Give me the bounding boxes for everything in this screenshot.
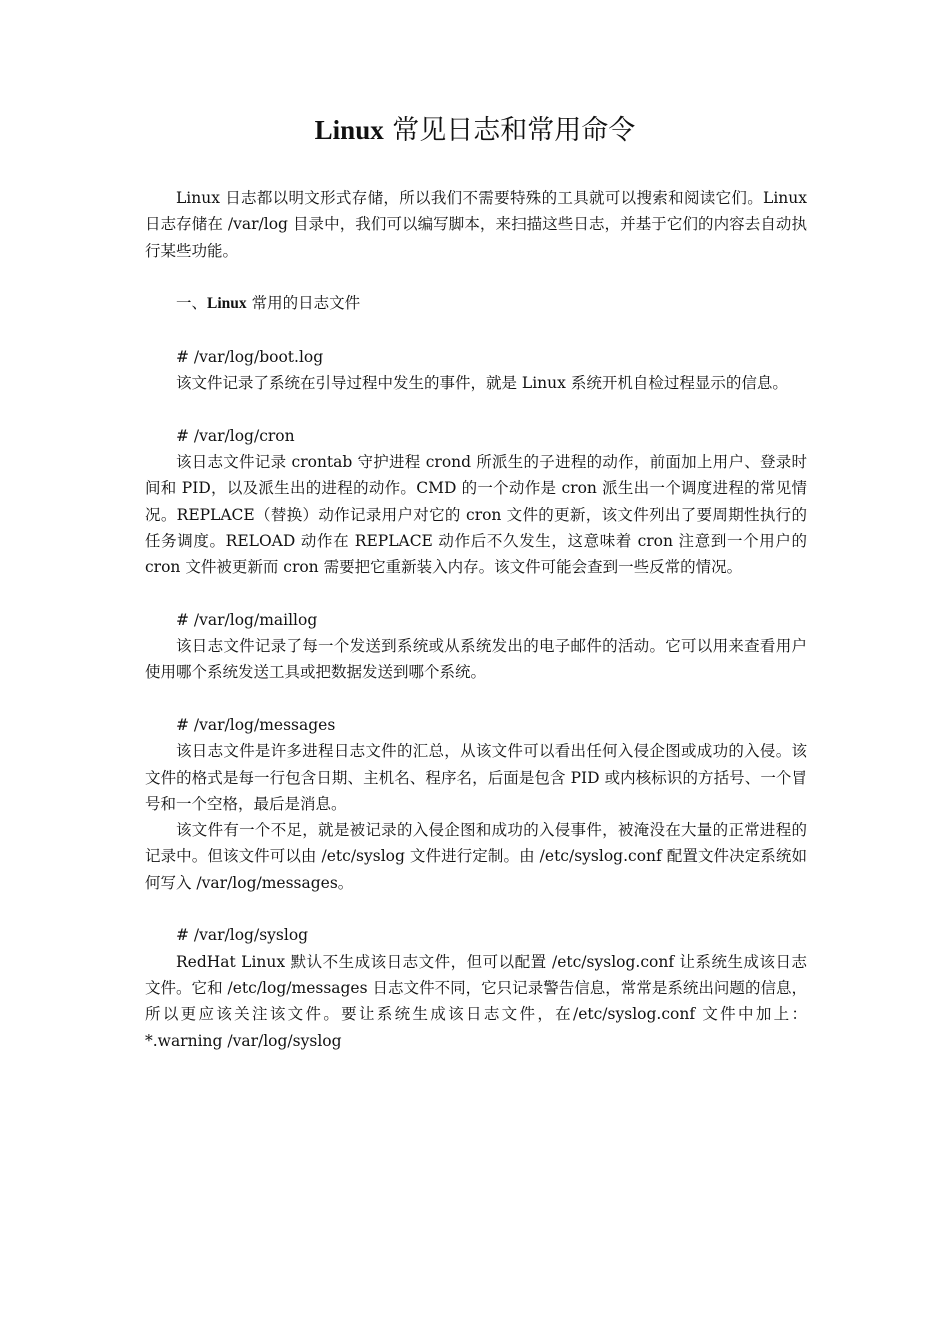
spacer — [145, 686, 807, 712]
messages-log-note: 该文件有一个不足，就是被记录的入侵企图和成功的入侵事件，被淹没在大量的正常进程的记录中。但该文件可以由 /etc/syslog 文件进行定制。由 /etc/syslog.conf 配置文件决定系统如何写入 /var/log/messages。 — [145, 821, 807, 892]
document-body — [145, 185, 807, 1054]
title-latin-part: Linux — [314, 115, 384, 145]
section-bold-word: Linux — [207, 295, 247, 313]
section-heading-log-files — [145, 290, 807, 317]
boot-log-description: 该文件记录了系统在引导过程中发生的事件，就是 Linux 系统开机自检过程显示的信息。 — [176, 374, 788, 393]
cron-log-path: # /var/log/cron — [176, 426, 295, 445]
maillog-path: # /var/log/maillog — [176, 610, 318, 629]
messages-log-description: 该日志文件是许多进程日志文件的汇总，从该文件可以看出任何入侵企图或成功的入侵。该文件的格式是每一行包含日期、主机名、程序名，后面是包含 PID 或内核标识的方括号、一个冒号和一个空格，最后是消息。 — [145, 742, 807, 813]
messages-log-path: # /var/log/messages — [176, 715, 336, 734]
document-title — [0, 112, 950, 149]
title-cjk-part: 常见日志和常用命令 — [383, 115, 636, 146]
section-suffix: 常用的日志文件 — [246, 294, 361, 313]
boot-log-path: # /var/log/boot.log — [176, 347, 324, 366]
spacer — [145, 896, 807, 922]
syslog-path: # /var/log/syslog — [176, 926, 309, 945]
spacer — [145, 317, 807, 343]
spacer — [145, 264, 807, 290]
section-prefix: 一、 — [176, 294, 208, 313]
syslog-description: RedHat Linux 默认不生成该日志文件，但可以配置 /etc/syslog.conf 让系统生成该日志文件。它和 /etc/log/messages 日志文件不同，它只记录警告信息，常常是系统出问题的信息，所以更应该关注该文件。要让系统生成该日志文件，在/etc/syslog.conf 文件中加上：*.warning /var/log/syslog — [145, 952, 807, 1050]
maillog-description: 该日志文件记录了每一个发送到系统或从系统发出的电子邮件的活动。它可以用来查看用户使用哪个系统发送工具或把数据发送到哪个系统。 — [145, 637, 807, 682]
cron-log-description: 该日志文件记录 crontab 守护进程 crond 所派生的子进程的动作，前面加上用户、登录时间和 PID，以及派生出的进程的动作。CMD 的一个动作是 cron 派生出一个调度进程的常见情况。REPLACE（替换）动作记录用户对它的 cron 文件的更新，该文件列出了要周期性执行的任务调度。RELOAD 动作在 REPLACE 动作后不久发生，这意味着 cron 注意到一个用户的 cron 文件被更新而 cron 需要把它重新装入内存。该文件可能会查到一些反常的情况。 — [145, 452, 807, 577]
intro-paragraph: Linux 日志都以明文形式存储，所以我们不需要特殊的工具就可以搜索和阅读它们。Linux 日志存储在 /var/log 目录中，我们可以编写脚本，来扫描这些日志，并基于它们的内容去自动执行某些功能。 — [145, 189, 807, 260]
spacer — [145, 580, 807, 606]
spacer — [145, 396, 807, 422]
